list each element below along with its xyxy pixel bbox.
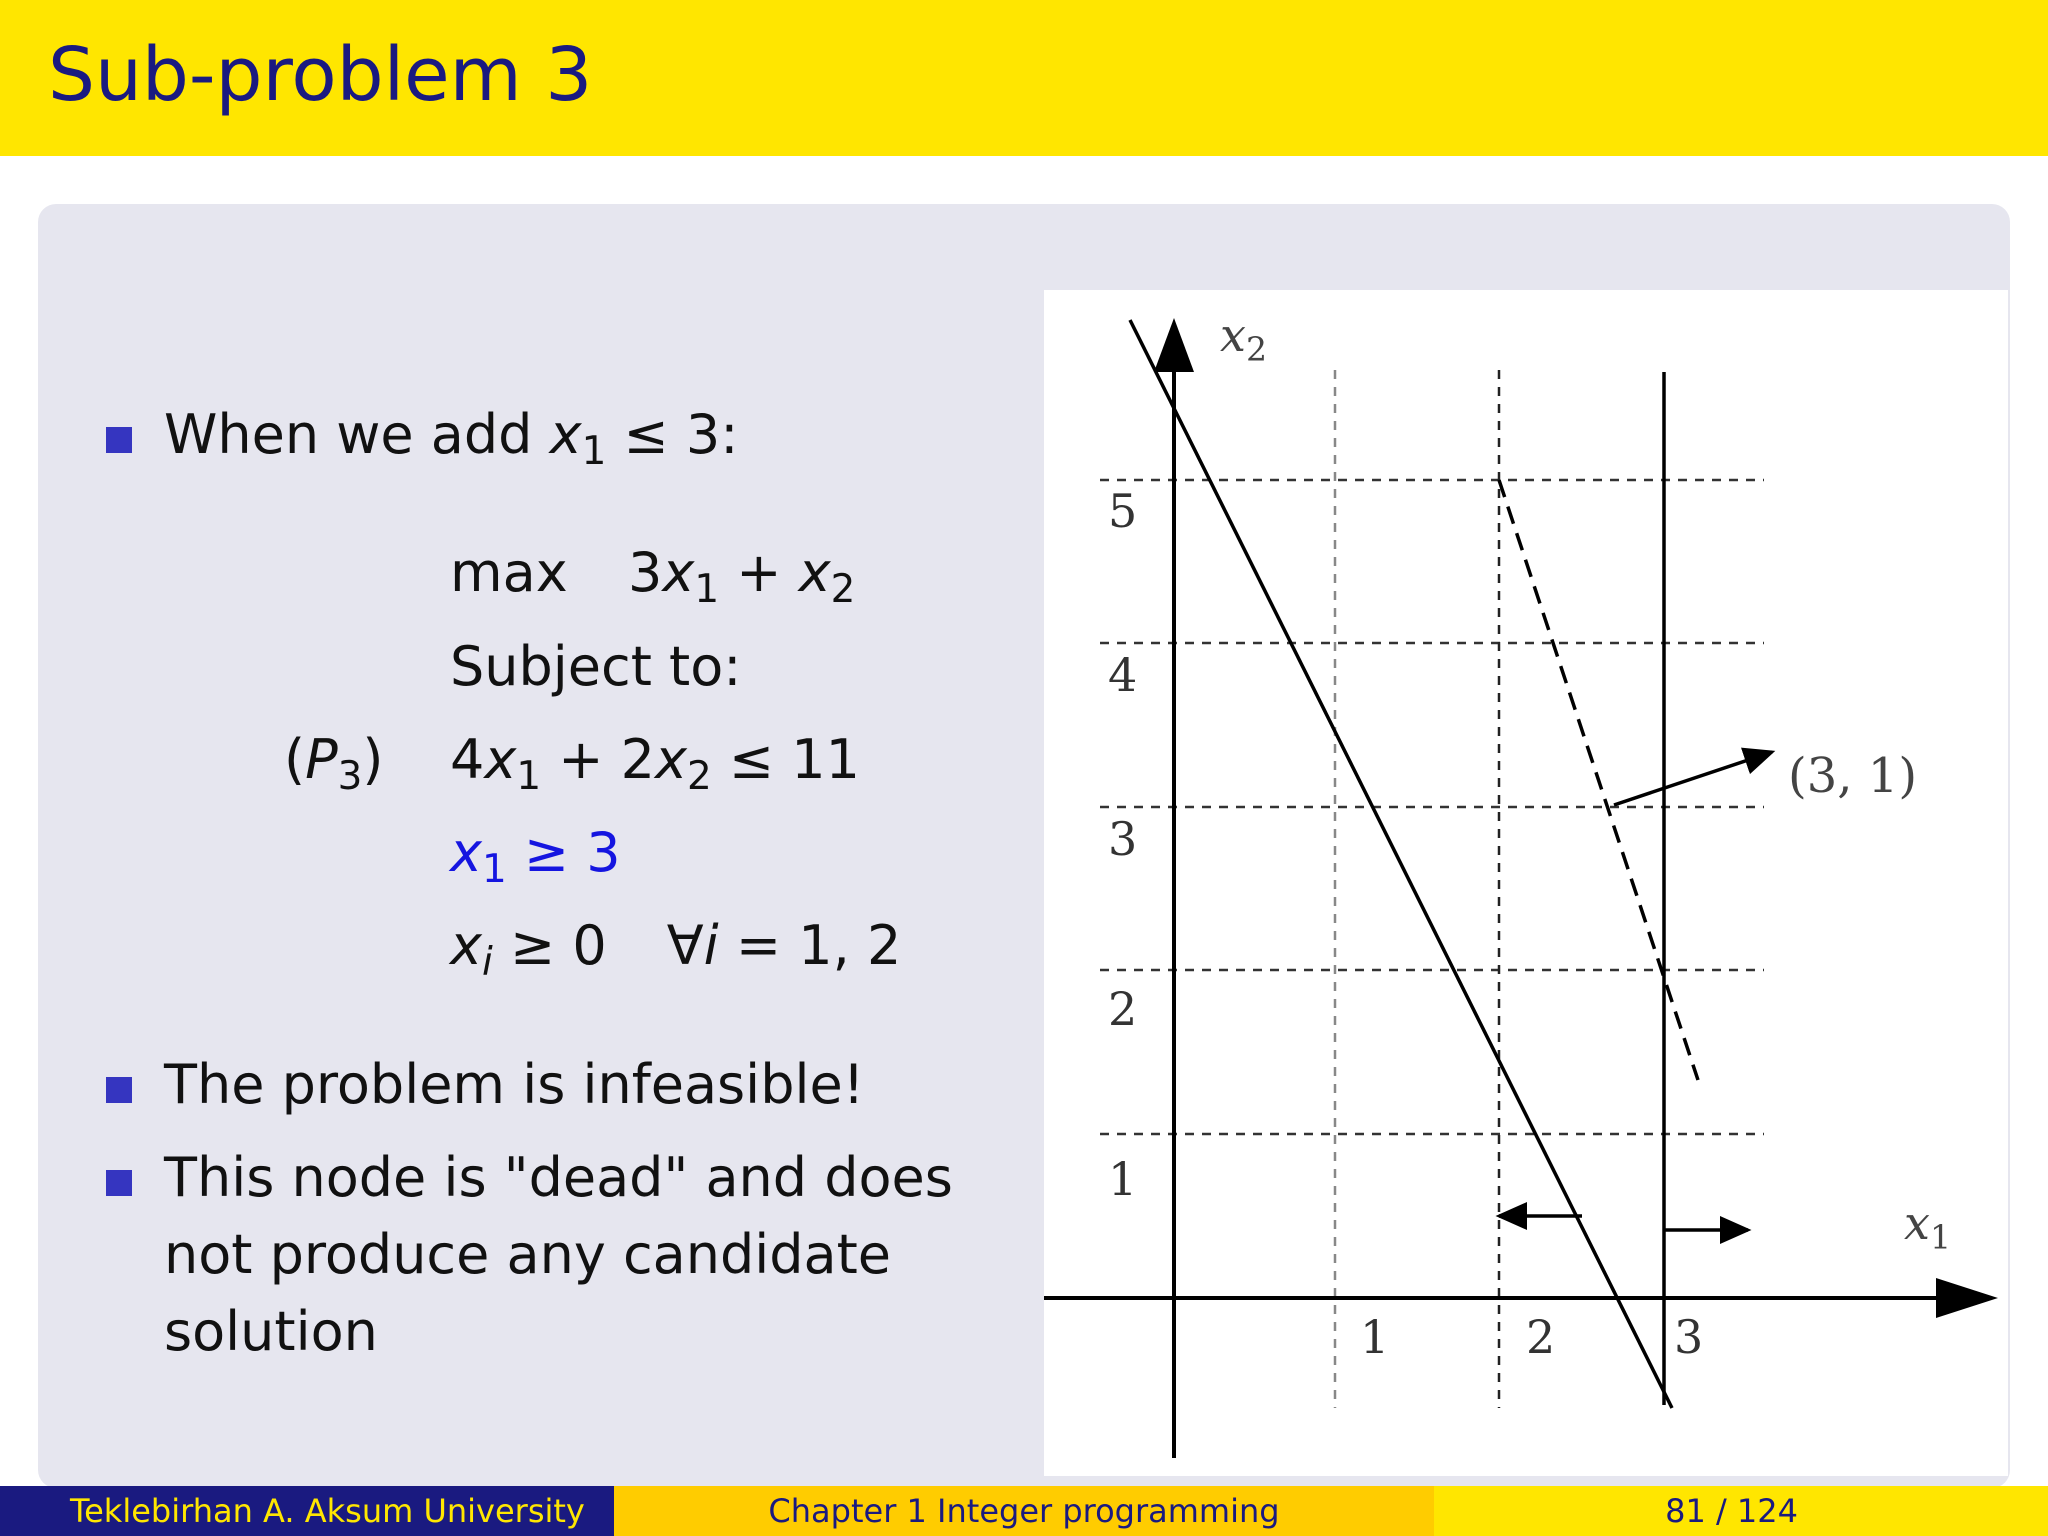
constraint-2-highlighted: $x_1 \ge 3$ [450,821,621,892]
bullet-marker [106,1170,132,1196]
bullet-3-line-1: This node is "dead" and does [164,1146,953,1209]
objective-function: $3x_1 + x_2$ [628,541,856,612]
constraint-line [1130,320,1672,1408]
x-tick-3: 3 [1674,1310,1704,1364]
bullet-3-line-3: solution [164,1300,378,1363]
bullet-1: When we add $x_1 \le 3$: [164,403,739,474]
footer-bar [0,1486,2048,1536]
gradient-arrow [1614,752,1772,805]
bullet-marker [106,427,132,453]
bullet-marker [106,1077,132,1103]
point-label: (3, 1) [1788,748,1918,804]
x-tick-1: 1 [1360,1310,1390,1364]
problem-label: $(P_3)$ [284,728,384,799]
x-tick-2: 2 [1526,1310,1556,1364]
constraint-1: $4x_1 + 2x_2 \le 11$ [450,728,860,799]
x-axis-arrowhead [1936,1278,1998,1318]
bullet-2: The problem is infeasible! [164,1053,865,1116]
y-tick-4: 4 [1108,648,1138,702]
footer-chapter: Chapter 1 Integer programming [614,1486,1434,1536]
x-axis-label: $x_1$ [1904,1196,1952,1257]
y-tick-1: 1 [1108,1152,1138,1206]
y-tick-2: 2 [1108,982,1138,1036]
slide-title: Sub-problem 3 [48,32,593,118]
y-axis-arrowhead [1154,318,1194,372]
figure-plot [1044,290,2008,1476]
y-tick-5: 5 [1108,484,1138,538]
feasible-region-figure [1044,290,2008,1476]
y-tick-3: 3 [1108,812,1138,866]
footer-page-number: 81 / 124 [1434,1486,2048,1536]
bullet-3-line-2: not produce any candidate [164,1223,891,1286]
footer-author: Teklebirhan A. Aksum University [0,1486,614,1536]
constraint-3: $x_i \ge 0$ ∀i = 1, 2 [450,914,902,985]
title-bar [0,0,2048,156]
max-keyword: max [450,541,568,604]
subject-to-label: Subject to: [450,635,742,698]
grid-vertical [1335,370,1499,1408]
y-axis-label: $x_2$ [1220,308,1268,369]
objective-line [1499,480,1698,1080]
